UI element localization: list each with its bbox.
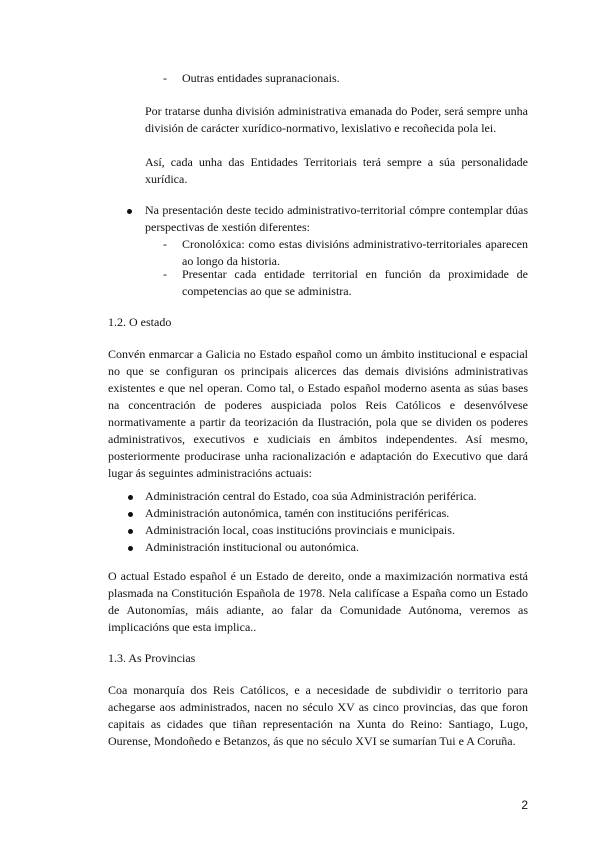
bullet-marker: [128, 529, 133, 534]
list-item-supranational: Outras entidades supranacionais.: [182, 71, 340, 85]
section-heading-estado: 1.2. O estado: [108, 315, 172, 329]
perspective-item-proximity: Presentar cada entidade territorial en función da proximidade de competencias ao que se administra.: [182, 267, 528, 298]
dash-marker: -: [163, 71, 167, 85]
section-heading-provincias: 1.3. As Provincias: [108, 651, 196, 665]
admin-list-item-institucional: Administración institucional ou autonómica.: [145, 540, 359, 554]
paragraph-estado-closing: O actual Estado español é un Estado de dereito, onde a maximización normativa está plasmada na Constitución Española de 1978. Nela califícase a España como un Estado de Autonomías, máis adiante, ao falar da Comunidade Autónoma, veremos as implicacións que esta implica..: [108, 569, 528, 634]
dash-marker: -: [163, 267, 167, 281]
page-number: 2: [521, 798, 528, 812]
bullet-marker: [128, 495, 133, 500]
paragraph-division: Por tratarse dunha división administrativa emanada do Poder, será sempre unha división de carácter xurídico-normativo, lexislativo e recoñecida pola lei.: [145, 104, 528, 135]
admin-list-item-local: Administración local, coas institucións provinciais e municipais.: [145, 523, 455, 537]
paragraph-personalidade: Así, cada unha das Entidades Territoriais terá sempre a súa personalidade xurídica.: [145, 155, 528, 186]
admin-list-item-central: Administración central do Estado, coa súa Administración periférica.: [145, 489, 477, 503]
paragraph-estado: Convén enmarcar a Galicia no Estado español como un ámbito institucional e espacial no que se configuran os principais alicerces das demais divisións administrativas existentes e que nel operan. Como tal, o Estado español moderno asenta as súas bases na concentración de poderes auspiciada polos Reis Católicos e desenvólvese normativamente a partir da teorización da Ilustración, pola que se dividen os poderes administrativos, executivos e xudiciais en ámbitos independentes. Así mesmo, posteriormente producirase unha racionalización e adaptación do Executivo que dará lugar ás seguintes administracións actuais:: [108, 347, 528, 480]
admin-list-item-autonomica: Administración autonómica, tamén con institucións periféricas.: [145, 506, 450, 520]
bullet-marker: [128, 546, 133, 551]
bullet-marker: [128, 512, 133, 517]
bullet-marker: [127, 209, 132, 214]
paragraph-provincias: Coa monarquía dos Reis Católicos, e a necesidade de subdividir o territorio para achegarse aos administrados, nacen no século XV as cinco provincias, das que foron capitais as cidades que tiñan representación na Xunta do Reino: Santiago, Lugo, Ourense, Mondoñedo e Betanzos, ás que no século XVI se sumarían Tui e A Coruña.: [108, 683, 528, 748]
dash-marker: -: [163, 237, 167, 251]
perspective-item-chronological: Cronolóxica: como estas divisións administrativo-territoriales aparecen ao longo da historia.: [182, 237, 528, 268]
perspectives-bullet-text: Na presentación deste tecido administrativo-territorial cómpre contemplar dúas perspectivas de xestión diferentes:: [145, 203, 528, 234]
